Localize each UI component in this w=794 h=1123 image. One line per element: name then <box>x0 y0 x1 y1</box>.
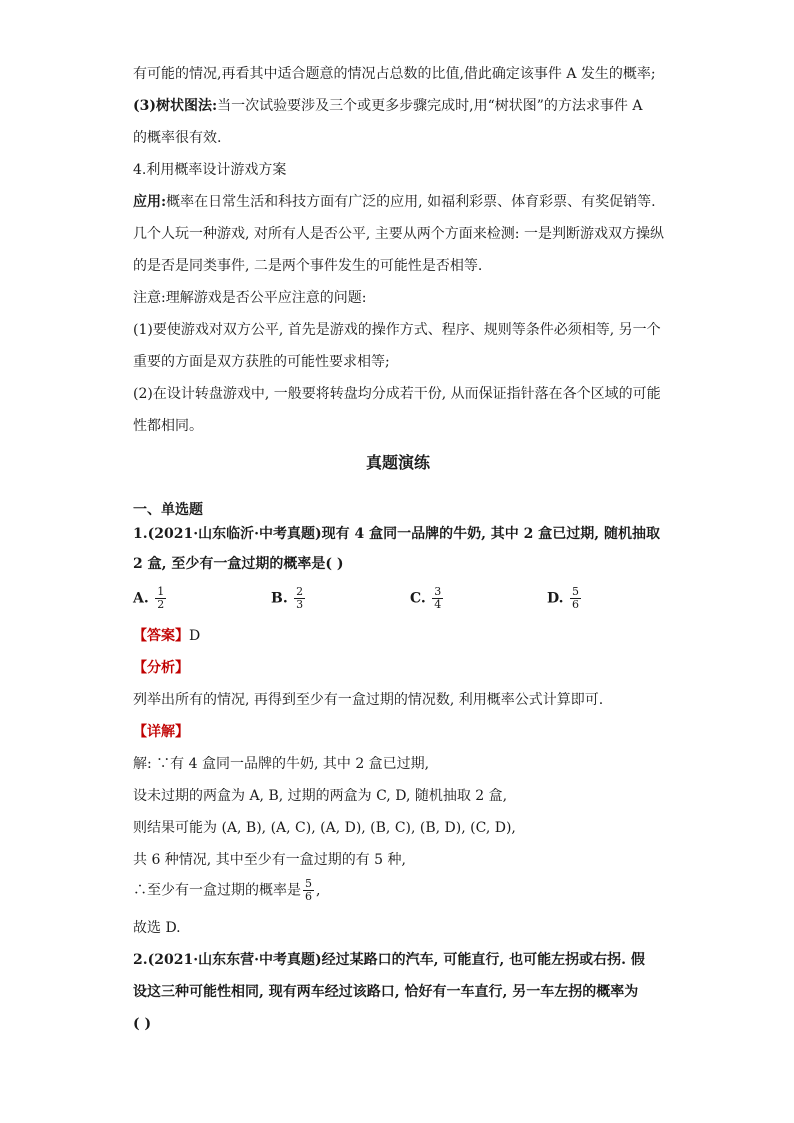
q1-detail-4: 共 6 种情况, 其中至少有一盒过期的有 5 种, <box>133 852 406 868</box>
note-1-cont: 重要的方面是双方获胜的可能性要求相等; <box>133 354 390 370</box>
option-label: C. <box>410 590 426 607</box>
item3-label: (3)树状图法: <box>133 98 218 114</box>
q2-stem-line-1: 2.(2021·山东东营·中考真题)经过某路口的汽车, 可能直行, 也可能左拐或右拐. 假 <box>133 952 645 968</box>
item3-text: 当一次试验要涉及三个或更多步骤完成时,用“树状图”的方法求事件 A <box>217 98 643 114</box>
fraction <box>155 586 166 611</box>
q1-detail-tag: 【详解】 <box>133 724 189 740</box>
option-label: D. <box>547 590 564 607</box>
q1-option-c <box>410 586 445 611</box>
q1-detail-3: 则结果可能为 (A, B), (A, C), (A, D), (B, C), (B, D), (C, D), <box>133 820 516 836</box>
detail-5-suffix: , <box>316 882 321 899</box>
denominator: 3 <box>296 598 304 611</box>
option-label: B. <box>271 590 288 607</box>
fraction <box>294 586 305 611</box>
detail-5-text: ∴至少有一盒过期的概率是 <box>133 882 301 899</box>
note-title: 注意:理解游戏是否公平应注意的问题: <box>133 290 367 306</box>
denominator: 4 <box>434 598 442 611</box>
q1-stem-line-2: 2 盒, 至少有一盒过期的概率是( ) <box>133 556 344 572</box>
section4-app-line-2: 几个人玩一种游戏, 对所有人是否公平, 主要从两个方面来检测: 一是判断游戏双方操纵 <box>133 226 664 242</box>
q1-option-b <box>271 586 307 611</box>
q1-detail-1: 解: ∵有 4 盒同一品牌的牛奶, 其中 2 盒已过期, <box>133 756 430 772</box>
q2-stem-line-3: ( ) <box>133 1016 152 1032</box>
q1-option-a <box>133 586 168 611</box>
fraction <box>432 586 443 611</box>
q1-detail-6: 故选 D. <box>133 920 181 936</box>
q1-answer <box>133 626 200 646</box>
numerator: 5 <box>571 585 579 598</box>
numerator: 2 <box>296 585 304 598</box>
q2-stem-line-2: 设这三种可能性相同, 现有两车经过该路口, 恰好有一车直行, 另一车左拐的概率为 <box>133 984 639 1000</box>
numerator: 3 <box>434 585 442 598</box>
note-2-cont: 性都相同。 <box>133 418 203 434</box>
q1-option-d <box>547 586 583 611</box>
intro-item-3 <box>133 96 643 116</box>
fraction <box>303 878 314 903</box>
section4-title: 4.利用概率设计游戏方案 <box>133 162 287 178</box>
section4-app-line-3: 的是否是同类事件, 二是两个事件发生的可能性是否相等. <box>133 258 483 274</box>
q1-analysis: 列举出所有的情况, 再得到至少有一盒过期的情况数, 利用概率公式计算即可. <box>133 692 604 708</box>
app-label: 应用: <box>133 194 167 210</box>
q1-stem-line-1: 1.(2021·山东临沂·中考真题)现有 4 盒同一品牌的牛奶, 其中 2 盒已过期, 随机抽取 <box>133 526 661 542</box>
denominator: 6 <box>305 890 312 903</box>
q1-detail-5 <box>133 878 320 903</box>
intro-item-3-cont: 的概率很有效. <box>133 130 222 146</box>
q1-detail-2: 设未过期的两盒为 A, B, 过期的两盒为 C, D, 随机抽取 2 盒, <box>133 788 508 804</box>
practice-heading: 真题演练 <box>365 453 430 472</box>
answer-tag: 【答案】 <box>133 628 189 644</box>
denominator: 6 <box>571 598 579 611</box>
intro-line-1: 有可能的情况,再看其中适合题意的情况占总数的比值,借此确定该事件 A 发生的概率; <box>133 66 656 82</box>
section4-application <box>133 192 656 212</box>
q1-analysis-tag: 【分析】 <box>133 660 189 676</box>
numerator: 5 <box>305 877 312 890</box>
fraction <box>570 586 581 611</box>
question-type: 一、单选题 <box>133 502 203 518</box>
option-label: A. <box>133 590 149 607</box>
answer-value: D <box>189 628 201 644</box>
note-2: (2)在设计转盘游戏中, 一般要将转盘均分成若干份, 从而保证指针落在各个区域的可能 <box>133 386 661 402</box>
denominator: 2 <box>157 598 165 611</box>
note-1: (1)要使游戏对双方公平, 首先是游戏的操作方式、程序、规则等条件必须相等, 另一个 <box>133 322 661 338</box>
app-text: 概率在日常生活和科技方面有广泛的应用, 如福利彩票、体育彩票、有奖促销等. <box>166 194 656 210</box>
numerator: 1 <box>157 585 165 598</box>
